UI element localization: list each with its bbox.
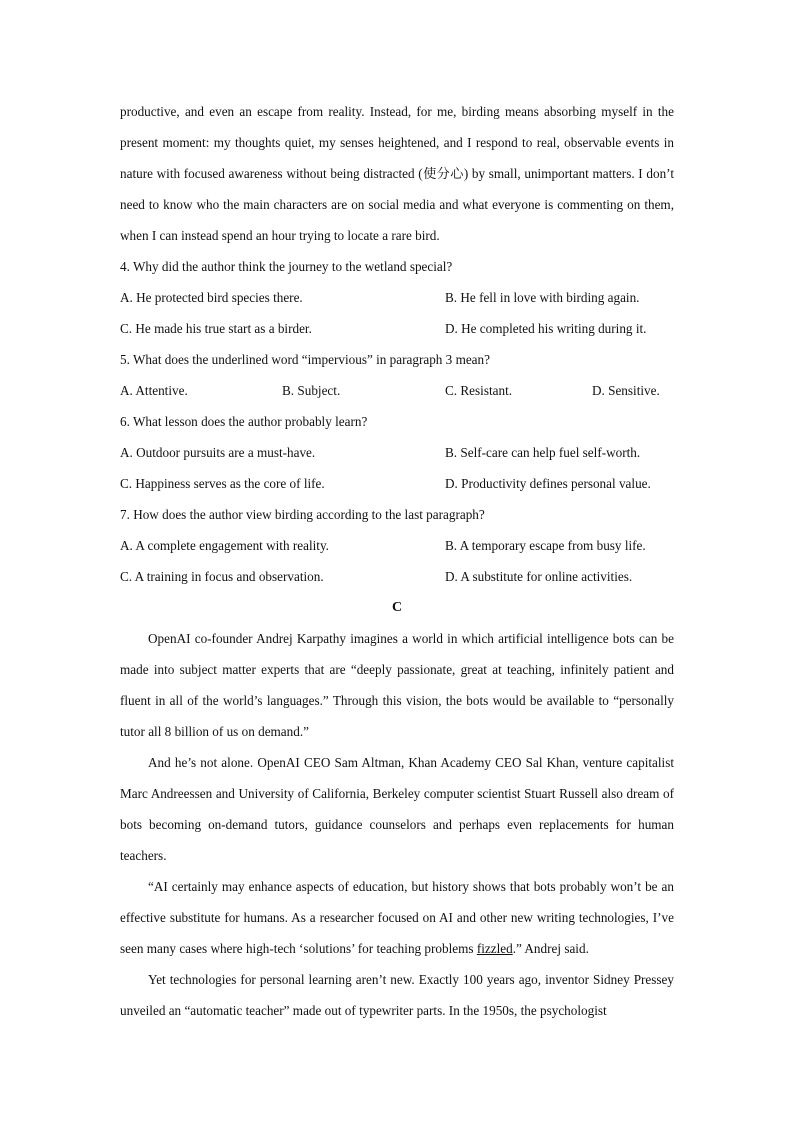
question-5-option-c: C. Resistant. xyxy=(445,383,513,398)
passage-c-paragraph-1: OpenAI co-founder Andrej Karpathy imagines a world in which artificial intelligence bots can be made into subject matter experts that are “deeply passionate, great at teaching, infinitely patient and fluent in all of the world’s languages.” Through this vision, the bots would be available to “personally tutor all 8 billion of us on demand.” xyxy=(120,631,674,739)
question-6-option-b: B. Self-care can help fuel self-worth. xyxy=(445,445,641,460)
passage-b-paragraph: productive, and even an escape from reality. Instead, for me, birding means absorbing myself in the present moment: my thoughts quiet, my senses heightened, and I respond to real, observable events in nature with focused awareness without being distracted (使分心) by small, unimportant matters. I don’t need to know who the main characters are on social media and what everyone is commenting on them, when I can instead spend an hour trying to locate a rare bird. xyxy=(120,104,674,243)
passage-c-paragraph-2: And he’s not alone. OpenAI CEO Sam Altman, Khan Academy CEO Sal Khan, venture capitalist Marc Andreessen and University of California, Berkeley computer scientist Stuart Russell also dream of bots becoming on-demand tutors, guidance counselors and perhaps even replacements for human teachers. xyxy=(120,755,674,863)
question-4-option-c: C. He made his true start as a birder. xyxy=(120,321,312,336)
question-4-stem: 4. Why did the author think the journey to the wetland special? xyxy=(120,259,453,274)
question-7-options-row-2 xyxy=(120,561,674,592)
question-7-option-c: C. A training in focus and observation. xyxy=(120,569,324,584)
question-6-option-d: D. Productivity defines personal value. xyxy=(445,476,651,491)
question-7-option-a: A. A complete engagement with reality. xyxy=(120,538,329,553)
question-7-option-b: B. A temporary escape from busy life. xyxy=(445,538,646,553)
question-5-stem: 5. What does the underlined word “impervious” in paragraph 3 mean? xyxy=(120,352,490,367)
question-6-options-row-1 xyxy=(120,437,674,468)
underlined-word-fizzled: fizzled xyxy=(476,941,513,956)
question-5-option-a: A. Attentive. xyxy=(120,383,188,398)
question-4-option-a: A. He protected bird species there. xyxy=(120,290,303,305)
document-body xyxy=(120,96,674,1026)
passage-c-paragraph-3-text-after: .” Andrej said. xyxy=(512,941,589,956)
question-6-option-a: A. Outdoor pursuits are a must-have. xyxy=(120,445,316,460)
question-7-option-d: D. A substitute for online activities. xyxy=(445,569,633,584)
question-4-option-d: D. He completed his writing during it. xyxy=(445,321,647,336)
question-5-option-b: B. Subject. xyxy=(282,383,341,398)
passage-c-paragraph-3-text-before: “AI certainly may enhance aspects of education, but history shows that bots probably won’t be an effective substitute for humans. As a researcher focused on AI and other new writing technologies, I’ve seen many cases where high-tech ‘solutions’ for teaching problems xyxy=(120,879,674,956)
passage-c-title: C xyxy=(391,600,403,615)
passage-c-paragraph-4: Yet technologies for personal learning aren’t new. Exactly 100 years ago, inventor Sidney Pressey unveiled an “automatic teacher” made out of typewriter parts. In the 1950s, the psychologist xyxy=(120,972,674,1018)
question-4-options-row-2 xyxy=(120,313,674,344)
passage-c-paragraph-3 xyxy=(120,871,674,964)
question-7-options-row-1 xyxy=(120,530,674,561)
question-6-option-c: C. Happiness serves as the core of life. xyxy=(120,476,325,491)
question-7-stem: 7. How does the author view birding according to the last paragraph? xyxy=(120,507,485,522)
question-4-options-row-1 xyxy=(120,282,674,313)
question-6-options-row-2 xyxy=(120,468,674,499)
question-5-options-row xyxy=(120,375,674,406)
question-6-stem: 6. What lesson does the author probably learn? xyxy=(120,414,368,429)
question-4-option-b: B. He fell in love with birding again. xyxy=(445,290,640,305)
question-5-option-d: D. Sensitive. xyxy=(592,383,660,398)
